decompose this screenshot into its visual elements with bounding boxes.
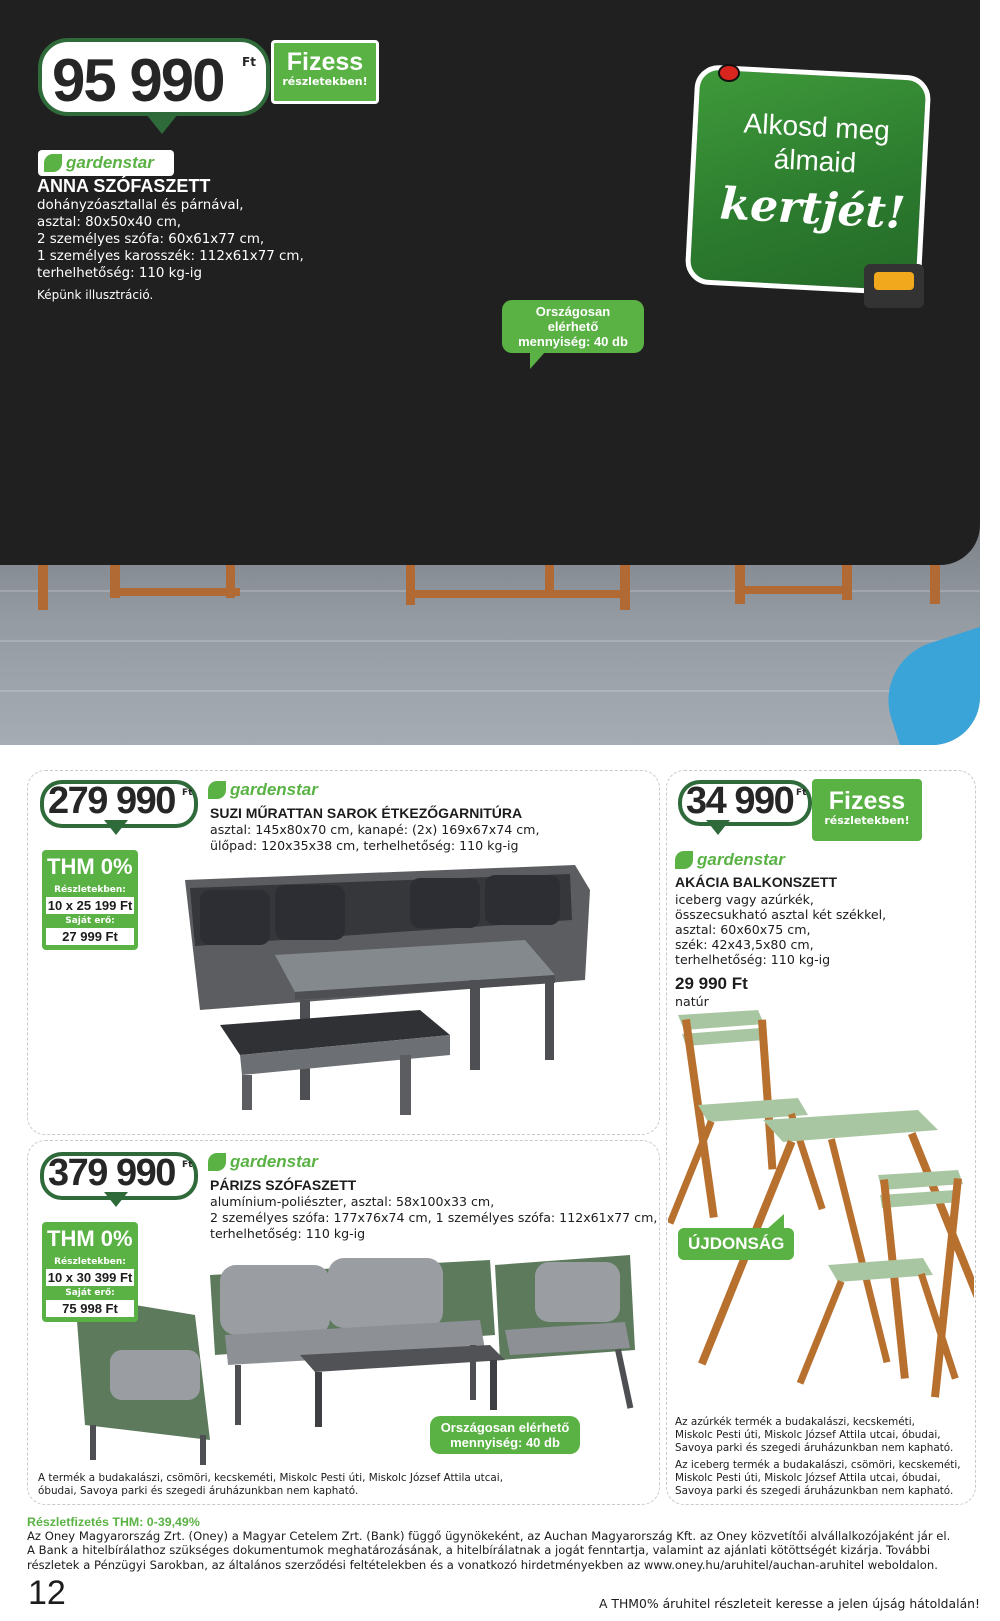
furniture-leg — [406, 560, 415, 605]
price-value: 95 990 — [52, 47, 224, 114]
gardenstar-logo — [38, 150, 174, 176]
product-desc-line: asztal: 60x60x75 cm, — [675, 922, 811, 937]
note-line: A termék a budakalászi, csömöri, kecskeméti, Miskolc Pesti úti, Miskolc József Attila utcai, — [38, 1472, 503, 1484]
product-desc-line: 2 személyes szófa: 177x76x74 cm, 1 személyes szófa: 112x61x77 cm, — [210, 1210, 658, 1225]
availability-badge — [502, 300, 644, 353]
product-desc-line: dohányzóasztallal és párnával, — [37, 198, 244, 213]
product-desc-line: ülőpad: 120x35x38 cm, terhelhetőség: 110 kg-ig — [210, 838, 519, 853]
note-line: Az iceberg termék a budakalászi, csömöri, kecskeméti, — [675, 1459, 961, 1471]
installment-subtitle: részletekben! — [824, 814, 910, 827]
note-line: Savoya parki és szegedi áruházunkban nem kapható. — [675, 1442, 954, 1454]
brand-name: gardenstar — [66, 153, 154, 172]
price-currency: Ft — [182, 788, 193, 798]
illustration-note: Képünk illusztráció. — [37, 288, 154, 302]
furniture-leg — [842, 560, 852, 600]
product-desc-line: asztal: 145x80x70 cm, kanapé: (2x) 169x67x74 cm, — [210, 822, 540, 837]
installment-title: Fizess — [286, 48, 364, 76]
availability-line: mennyiség: 40 db — [450, 1435, 560, 1450]
availability-line: Országosan elérhető — [535, 304, 611, 334]
gardenstar-leaf-icon — [675, 851, 693, 869]
product-desc-line: iceberg vagy azúrkék, — [675, 892, 814, 907]
price-currency: Ft — [182, 1160, 193, 1170]
new-badge-label: ÚJDONSÁG — [688, 1234, 785, 1253]
parizs-price-tag — [40, 1152, 198, 1200]
installment-badge — [271, 40, 379, 104]
price-currency: Ft — [796, 788, 807, 798]
suzi-thm-box — [42, 850, 138, 950]
price-currency: Ft — [242, 55, 256, 69]
hero-section — [0, 0, 980, 745]
suzi-price-tag — [40, 780, 198, 828]
installment-title: Fizess — [828, 787, 906, 815]
price-tag-tail — [104, 820, 128, 835]
gardenstar-logo — [675, 848, 807, 872]
product-title: ANNA SZÓFASZETT — [37, 176, 211, 196]
furniture-leg — [110, 560, 120, 598]
downpayment-value: 75 998 Ft — [46, 1300, 134, 1317]
product-desc-line: 2 személyes szófa: 60x61x77 cm, — [37, 232, 265, 247]
legal-line: részletek a Pénzügyi Sarokban, az általános szerződési feltételekben és a vonatkozó hirdetményekben az www.oney.hu/aruhitel/auchan-aruhitel weboldalon. — [27, 1557, 938, 1572]
slogan-line-1: Alkosd meg — [742, 107, 891, 147]
availability-note — [38, 1472, 503, 1498]
armchair-icon — [864, 264, 924, 308]
furniture-rail — [406, 590, 621, 598]
downpayment-label: Saját erő: — [65, 916, 115, 926]
akacia-balcony-set-image — [668, 1010, 974, 1410]
new-badge-tail — [766, 1214, 784, 1230]
gardenstar-leaf-icon — [208, 781, 226, 799]
furniture-leg — [38, 560, 48, 610]
price-value: 379 990 — [48, 1152, 175, 1194]
product-title: PÁRIZS SZÓFASZETT — [210, 1177, 357, 1193]
availability-note — [675, 1459, 961, 1498]
parizs-thm-box — [42, 1222, 138, 1322]
ladybug-icon — [718, 64, 740, 82]
availability-badge — [430, 1416, 580, 1454]
price-value: 279 990 — [48, 780, 175, 822]
legal-text — [27, 1529, 977, 1572]
availability-note — [675, 1416, 953, 1455]
floor-line — [0, 690, 980, 692]
price-tag-tail — [146, 114, 178, 134]
note-line: Az azúrkék termék a budakalászi, kecskeméti, — [675, 1416, 915, 1428]
price-tag-tail — [104, 1192, 128, 1207]
product-desc-line: terhelhetőség: 110 kg-ig — [37, 266, 202, 281]
product-desc-line: alumínium-poliészter, asztal: 58x100x33 cm, — [210, 1194, 495, 1209]
price-value: 34 990 — [686, 780, 794, 822]
thm-title: THM 0% — [47, 854, 133, 879]
gardenstar-leaf-icon — [44, 154, 62, 172]
product-desc-line: terhelhetőség: 110 kg-ig — [675, 952, 831, 967]
installments-value: 10 x 25 199 Ft — [47, 898, 133, 913]
product-desc-line: összecsukható asztal két székkel, — [675, 907, 887, 922]
product-desc-line: 1 személyes karosszék: 112x61x77 cm, — [37, 249, 304, 264]
product-title: AKÁCIA BALKONSZETT — [675, 874, 838, 890]
slogan-line-2: álmaid — [773, 143, 858, 179]
legal-line: A Bank a hitelbírálathoz szükséges dokumentumok meghatározásának, a hitelbírálatnak a jogát fenntartja, valamint az ajánlati kötöttségét kizárja. További — [27, 1543, 931, 1558]
thm-range: Részletfizetés THM: 0-39,49% — [27, 1515, 200, 1529]
brand-name: gardenstar — [230, 1152, 318, 1171]
akacia-price-tag — [678, 780, 812, 826]
gardenstar-leaf-icon — [208, 1153, 226, 1171]
installments-label: Részletekben: — [54, 885, 126, 895]
note-line: Miskolc Pesti úti, Miskolc József Attila utcai, óbudai, — [675, 1429, 941, 1441]
slogan-line-3: kertjét! — [718, 178, 907, 240]
availability-line: Országosan elérhető — [440, 1420, 570, 1435]
brand-name: gardenstar — [230, 780, 318, 799]
product-desc-line: asztal: 80x50x40 cm, — [37, 215, 182, 230]
availability-tail — [530, 351, 546, 369]
page-number: 12 — [28, 1574, 66, 1612]
furniture-leg — [620, 560, 630, 610]
furniture-leg — [930, 560, 940, 604]
note-line: Savoya parki és szegedi áruházunkban nem kapható. — [675, 1485, 954, 1497]
furniture-rail — [120, 588, 240, 596]
product-desc-line: terhelhetőség: 110 kg-ig — [210, 1226, 366, 1241]
slogan-sign — [684, 64, 931, 296]
availability-line: mennyiség: 40 db — [518, 334, 628, 349]
gardenstar-logo — [208, 778, 340, 802]
brand-name: gardenstar — [697, 850, 785, 869]
product-title: SUZI MŰRATTAN SAROK ÉTKEZŐGARNITÚRA — [210, 805, 523, 821]
hero-product-info — [37, 175, 397, 302]
suzi-dining-set-image — [180, 860, 610, 1130]
price-tag-tail — [706, 820, 730, 835]
floor-line — [0, 640, 980, 642]
alt-variant: natúr — [675, 994, 709, 1009]
installments-label: Részletekben: — [54, 1257, 126, 1267]
installment-subtitle: részletekben! — [282, 75, 368, 88]
alt-price: 29 990 Ft — [675, 974, 748, 993]
note-line: Miskolc Pesti úti, Miskolc József Attila utcai, óbudai, — [675, 1472, 941, 1484]
gardenstar-logo — [208, 1150, 340, 1174]
downpayment-value: 27 999 Ft — [46, 928, 134, 945]
note-line: óbudai, Savoya parki és szegedi áruházunkban nem kapható. — [38, 1485, 359, 1497]
downpayment-label: Saját erő: — [65, 1288, 115, 1298]
thm-title: THM 0% — [47, 1226, 133, 1251]
product-desc-line: szék: 42x43,5x80 cm, — [675, 937, 814, 952]
furniture-rail — [742, 586, 847, 594]
installment-badge — [812, 779, 922, 841]
installments-value: 10 x 30 399 Ft — [47, 1270, 133, 1285]
thm-back-page-note: A THM0% áruhitel részleteit keresse a jelen újság hátoldalán! — [599, 1596, 980, 1611]
hero-price-tag — [38, 38, 270, 116]
legal-line: Az Oney Magyarország Zrt. (Oney) a Magyar Cetelem Zrt. (Bank) függő ügynökeként, az Auchan Magyarország Kft. az Oney közvetítői alvállalkozójaként jár el. — [27, 1529, 951, 1543]
furniture-leg — [735, 560, 745, 604]
new-badge — [678, 1228, 794, 1260]
